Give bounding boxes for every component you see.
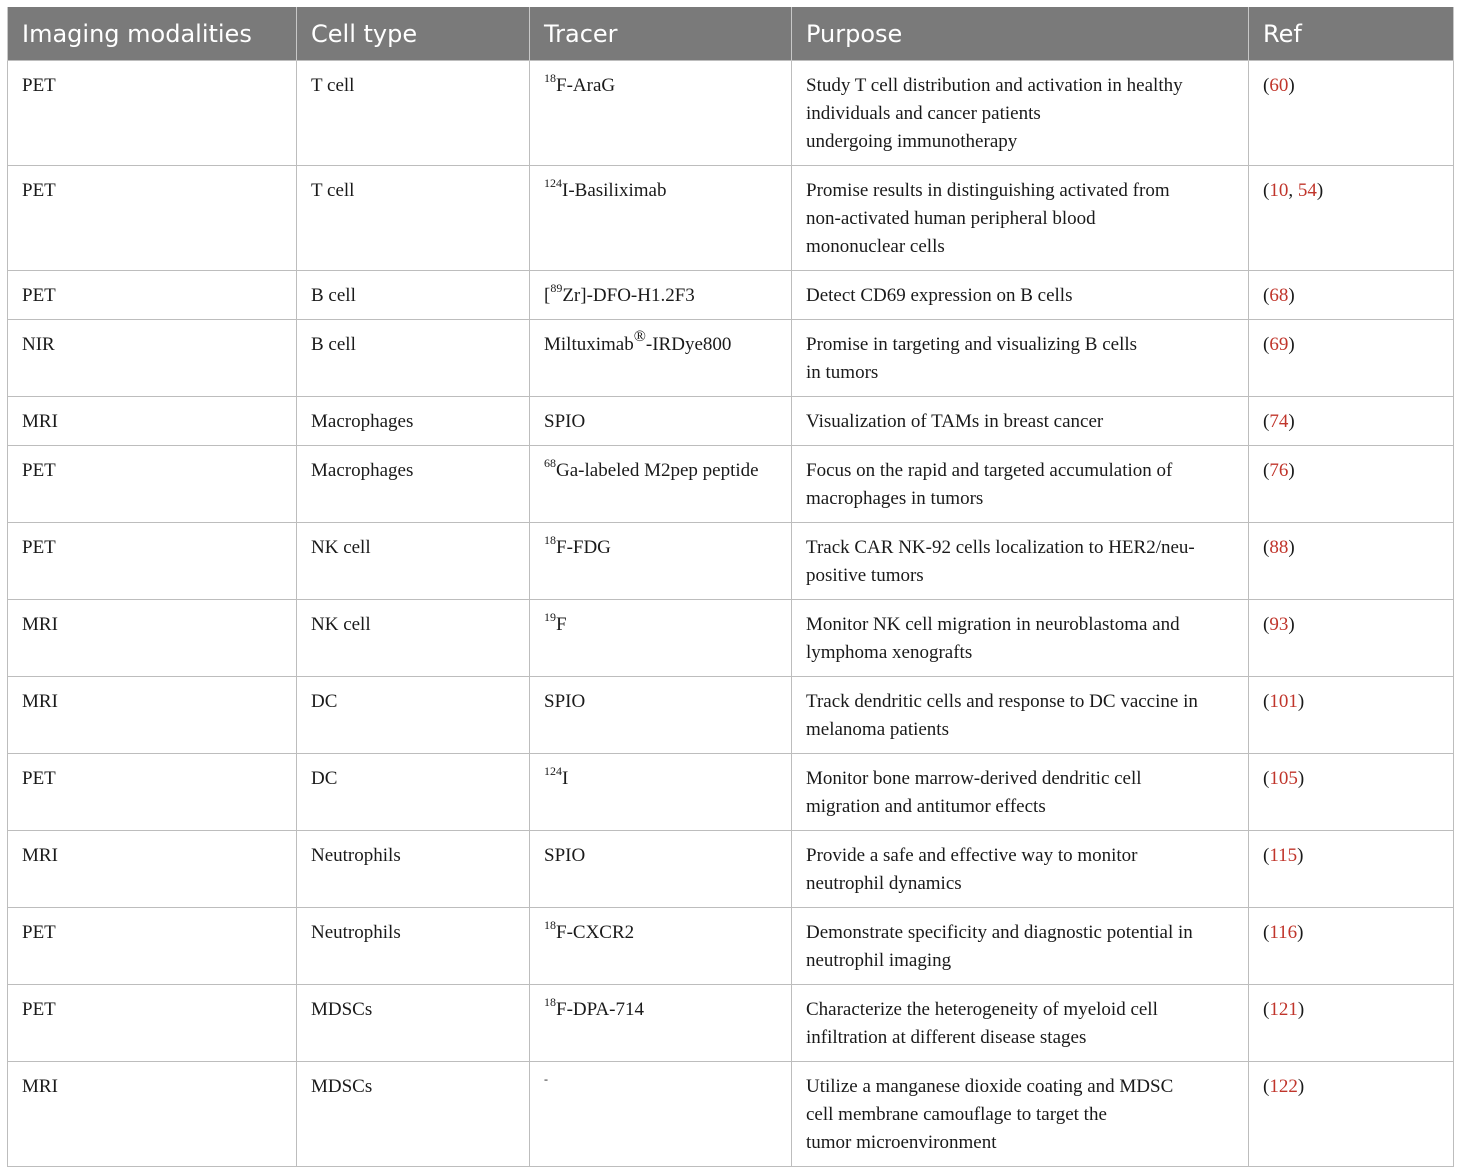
cell-purpose (792, 523, 1249, 600)
tracer-name (544, 280, 695, 306)
cell-ref (1249, 600, 1454, 677)
ref-close-paren: ) (1297, 1076, 1305, 1097)
tracer-isotope-mass: 18 (544, 994, 556, 1009)
table-row (8, 908, 1454, 985)
purpose-line: infiltration at different disease stages (806, 1027, 1087, 1048)
cell-ref (1249, 320, 1454, 397)
tracer-label: F-AraG (556, 75, 616, 96)
cell-cell-type: MDSCs (297, 985, 530, 1062)
cell-purpose (792, 908, 1249, 985)
header-cell-type: Cell type (297, 7, 530, 61)
ref-close-paren: ) (1288, 537, 1295, 558)
cell-imaging-modality: PET (8, 985, 297, 1062)
ref-open-paren: ( (1263, 999, 1270, 1020)
cell-ref (1249, 831, 1454, 908)
ref-close-paren: ) (1316, 180, 1324, 201)
purpose-line: Promise results in distinguishing activated from (806, 180, 1170, 201)
tracer-name (544, 917, 635, 943)
imaging-modalities-table (7, 7, 1454, 1167)
reference-link[interactable]: 10 (1269, 180, 1289, 201)
ref-separator: , (1288, 180, 1298, 201)
tracer-label: SPIO (544, 845, 586, 866)
cell-ref (1249, 908, 1454, 985)
cell-ref (1249, 166, 1454, 271)
reference-link[interactable]: 93 (1269, 614, 1289, 635)
cell-tracer (530, 397, 792, 446)
tracer-name (544, 994, 644, 1020)
reference-link[interactable]: 54 (1297, 180, 1317, 201)
ref-close-paren: ) (1297, 768, 1305, 789)
cell-ref (1249, 397, 1454, 446)
ref-close-paren: ) (1297, 922, 1304, 943)
cell-ref (1249, 61, 1454, 166)
ref-close-paren: ) (1288, 411, 1295, 432)
cell-purpose (792, 446, 1249, 523)
cell-cell-type: T cell (297, 61, 530, 166)
cell-imaging-modality: MRI (8, 677, 297, 754)
tracer-label: Miltuximab (544, 334, 634, 355)
cell-tracer (530, 523, 792, 600)
cell-purpose (792, 831, 1249, 908)
registered-mark: ® (633, 327, 646, 345)
cell-cell-type: B cell (297, 320, 530, 397)
cell-purpose (792, 600, 1249, 677)
cell-cell-type: DC (297, 754, 530, 831)
tracer-name (544, 411, 585, 432)
tracer-prefix: [ (544, 285, 551, 306)
purpose-line: Visualization of TAMs in breast cancer (806, 411, 1104, 432)
tracer-isotope-mass: 89 (550, 280, 563, 295)
cell-tracer (530, 61, 792, 166)
header-imaging-modalities: Imaging modalities (8, 7, 297, 61)
ref-open-paren: ( (1263, 537, 1270, 558)
table-row (8, 754, 1454, 831)
ref-open-paren: ( (1263, 691, 1270, 712)
tracer-name (544, 691, 585, 712)
purpose-line: melanoma patients (806, 719, 949, 740)
ref-close-paren: ) (1288, 285, 1295, 306)
tracer-label: F-FDG (556, 537, 611, 558)
ref-open-paren: ( (1263, 1076, 1270, 1097)
cell-ref (1249, 446, 1454, 523)
cell-purpose (792, 61, 1249, 166)
cell-imaging-modality: PET (8, 446, 297, 523)
cell-ref (1249, 1062, 1454, 1167)
ref-open-paren: ( (1263, 614, 1270, 635)
cell-imaging-modality: PET (8, 166, 297, 271)
cell-ref (1249, 271, 1454, 320)
cell-tracer (530, 831, 792, 908)
purpose-line: Study T cell distribution and activation in healthy (806, 75, 1183, 96)
purpose-line: Characterize the heterogeneity of myeloid cell (806, 999, 1158, 1020)
cell-cell-type: Macrophages (297, 446, 530, 523)
cell-purpose (792, 1062, 1249, 1167)
tracer-isotope-mass: 18 (544, 532, 556, 547)
ref-open-paren: ( (1263, 411, 1270, 432)
tracer-isotope-mass: - (544, 1071, 548, 1086)
cell-purpose (792, 754, 1249, 831)
table-row (8, 985, 1454, 1062)
cell-purpose (792, 271, 1249, 320)
tracer-label: F-CXCR2 (556, 922, 635, 943)
purpose-line: lymphoma xenografts (806, 642, 973, 663)
cell-purpose (792, 985, 1249, 1062)
cell-cell-type: NK cell (297, 600, 530, 677)
reference-link[interactable]: 68 (1269, 285, 1289, 306)
ref-close-paren: ) (1288, 614, 1295, 635)
cell-purpose (792, 677, 1249, 754)
tracer-name (544, 1071, 548, 1097)
cell-imaging-modality: MRI (8, 1062, 297, 1167)
reference-link[interactable]: 76 (1269, 460, 1289, 481)
ref-close-paren: ) (1297, 845, 1304, 866)
header-tracer: Tracer (530, 7, 792, 61)
cell-imaging-modality: MRI (8, 397, 297, 446)
cell-imaging-modality: MRI (8, 600, 297, 677)
cell-imaging-modality: PET (8, 754, 297, 831)
tracer-name (544, 609, 567, 635)
reference-link[interactable]: 74 (1269, 411, 1289, 432)
header-row (8, 7, 1454, 61)
cell-tracer (530, 677, 792, 754)
table-row (8, 397, 1454, 446)
cell-imaging-modality: PET (8, 271, 297, 320)
purpose-line: in tumors (806, 362, 879, 383)
ref-open-paren: ( (1263, 285, 1270, 306)
purpose-line: migration and antitumor effects (806, 796, 1046, 817)
ref-close-paren: ) (1297, 999, 1305, 1020)
tracer-label: F-DPA-714 (556, 999, 644, 1020)
tracer-label: Ga-labeled M2pep peptide (556, 460, 759, 481)
table-row (8, 446, 1454, 523)
purpose-line: non-activated human peripheral blood (806, 208, 1096, 229)
table-row (8, 271, 1454, 320)
reference-link[interactable]: 116 (1269, 922, 1298, 943)
table-row (8, 320, 1454, 397)
reference-link[interactable]: 88 (1269, 537, 1289, 558)
ref-open-paren: ( (1263, 75, 1270, 96)
purpose-line: macrophages in tumors (806, 488, 984, 509)
cell-tracer (530, 446, 792, 523)
cell-imaging-modality: PET (8, 908, 297, 985)
ref-open-paren: ( (1263, 460, 1270, 481)
tracer-name (544, 455, 759, 481)
table-row (8, 523, 1454, 600)
tracer-isotope-mass: 18 (544, 917, 556, 932)
ref-close-paren: ) (1297, 691, 1305, 712)
cell-cell-type: MDSCs (297, 1062, 530, 1167)
cell-cell-type: Macrophages (297, 397, 530, 446)
cell-cell-type: DC (297, 677, 530, 754)
header-ref: Ref (1249, 7, 1454, 61)
ref-open-paren: ( (1263, 922, 1270, 943)
cell-tracer (530, 1062, 792, 1167)
tracer-name (544, 70, 616, 96)
cell-cell-type: B cell (297, 271, 530, 320)
tracer-name (544, 845, 585, 866)
cell-imaging-modality: MRI (8, 831, 297, 908)
table-header (8, 7, 1454, 61)
reference-link[interactable]: 101 (1269, 691, 1298, 712)
ref-close-paren: ) (1288, 460, 1295, 481)
cell-ref (1249, 523, 1454, 600)
cell-tracer (530, 271, 792, 320)
purpose-line: Detect CD69 expression on B cells (806, 285, 1073, 306)
table-body (8, 61, 1454, 1167)
cell-purpose (792, 166, 1249, 271)
purpose-line: Track CAR NK-92 cells localization to HER2/neu- (806, 537, 1195, 558)
purpose-line: mononuclear cells (806, 236, 945, 257)
purpose-line: Demonstrate specificity and diagnostic potential in (806, 922, 1193, 943)
purpose-line: Promise in targeting and visualizing B cells (806, 334, 1138, 355)
tracer-suffix: -IRDye800 (645, 334, 732, 355)
purpose-line: positive tumors (806, 565, 924, 586)
reference-link[interactable]: 115 (1269, 845, 1298, 866)
table-row (8, 831, 1454, 908)
purpose-line: Monitor NK cell migration in neuroblastoma and (806, 614, 1180, 635)
purpose-line: neutrophil dynamics (806, 873, 962, 894)
cell-tracer (530, 985, 792, 1062)
ref-close-paren: ) (1288, 334, 1295, 355)
cell-imaging-modality: PET (8, 61, 297, 166)
cell-ref (1249, 754, 1454, 831)
cell-tracer (530, 908, 792, 985)
ref-open-paren: ( (1263, 768, 1270, 789)
purpose-line: undergoing immunotherapy (806, 131, 1018, 152)
tracer-isotope-mass: 124 (544, 763, 562, 778)
ref-open-paren: ( (1263, 845, 1270, 866)
cell-tracer (530, 320, 792, 397)
purpose-line: individuals and cancer patients (806, 103, 1041, 124)
cell-cell-type: T cell (297, 166, 530, 271)
cell-purpose (792, 320, 1249, 397)
cell-tracer (530, 754, 792, 831)
tracer-label: I-Basiliximab (562, 180, 667, 201)
purpose-line: Track dendritic cells and response to DC vaccine in (806, 691, 1198, 712)
purpose-line: Focus on the rapid and targeted accumulation of (806, 460, 1173, 481)
cell-cell-type: Neutrophils (297, 908, 530, 985)
purpose-line: tumor microenvironment (806, 1132, 997, 1153)
reference-link[interactable]: 60 (1269, 75, 1289, 96)
reference-link[interactable]: 105 (1269, 768, 1298, 789)
purpose-line: Monitor bone marrow-derived dendritic cell (806, 768, 1142, 789)
table-row (8, 1062, 1454, 1167)
table-row (8, 166, 1454, 271)
cell-imaging-modality: PET (8, 523, 297, 600)
table-row (8, 600, 1454, 677)
ref-open-paren: ( (1263, 334, 1270, 355)
ref-close-paren: ) (1288, 75, 1295, 96)
table-row (8, 677, 1454, 754)
tracer-label: SPIO (544, 691, 586, 712)
purpose-line: Utilize a manganese dioxide coating and MDSC (806, 1076, 1174, 1097)
reference-link[interactable]: 121 (1269, 999, 1298, 1020)
cell-purpose (792, 397, 1249, 446)
tracer-label: SPIO (544, 411, 586, 432)
purpose-line: Provide a safe and effective way to monitor (806, 845, 1138, 866)
ref-open-paren: ( (1263, 180, 1270, 201)
cell-cell-type: Neutrophils (297, 831, 530, 908)
tracer-name (544, 532, 611, 558)
cell-cell-type: NK cell (297, 523, 530, 600)
header-purpose: Purpose (792, 7, 1249, 61)
cell-ref (1249, 985, 1454, 1062)
reference-link[interactable]: 69 (1269, 334, 1289, 355)
reference-link[interactable]: 122 (1269, 1076, 1298, 1097)
tracer-isotope-mass: 18 (544, 70, 556, 85)
cell-ref (1249, 677, 1454, 754)
cell-tracer (530, 166, 792, 271)
tracer-label: I (562, 768, 569, 789)
tracer-label: Zr]-DFO-H1.2F3 (562, 285, 695, 306)
table-row (8, 61, 1454, 166)
tracer-name (544, 763, 569, 789)
imaging-table-container (7, 7, 1453, 1167)
cell-tracer (530, 600, 792, 677)
tracer-isotope-mass: 19 (544, 609, 556, 624)
purpose-line: neutrophil imaging (806, 950, 952, 971)
cell-imaging-modality: NIR (8, 320, 297, 397)
tracer-name (544, 175, 667, 201)
tracer-name (544, 327, 732, 355)
tracer-isotope-mass: 124 (544, 175, 562, 190)
purpose-line: cell membrane camouflage to target the (806, 1104, 1107, 1125)
tracer-label: F (556, 614, 567, 635)
tracer-isotope-mass: 68 (544, 455, 556, 470)
